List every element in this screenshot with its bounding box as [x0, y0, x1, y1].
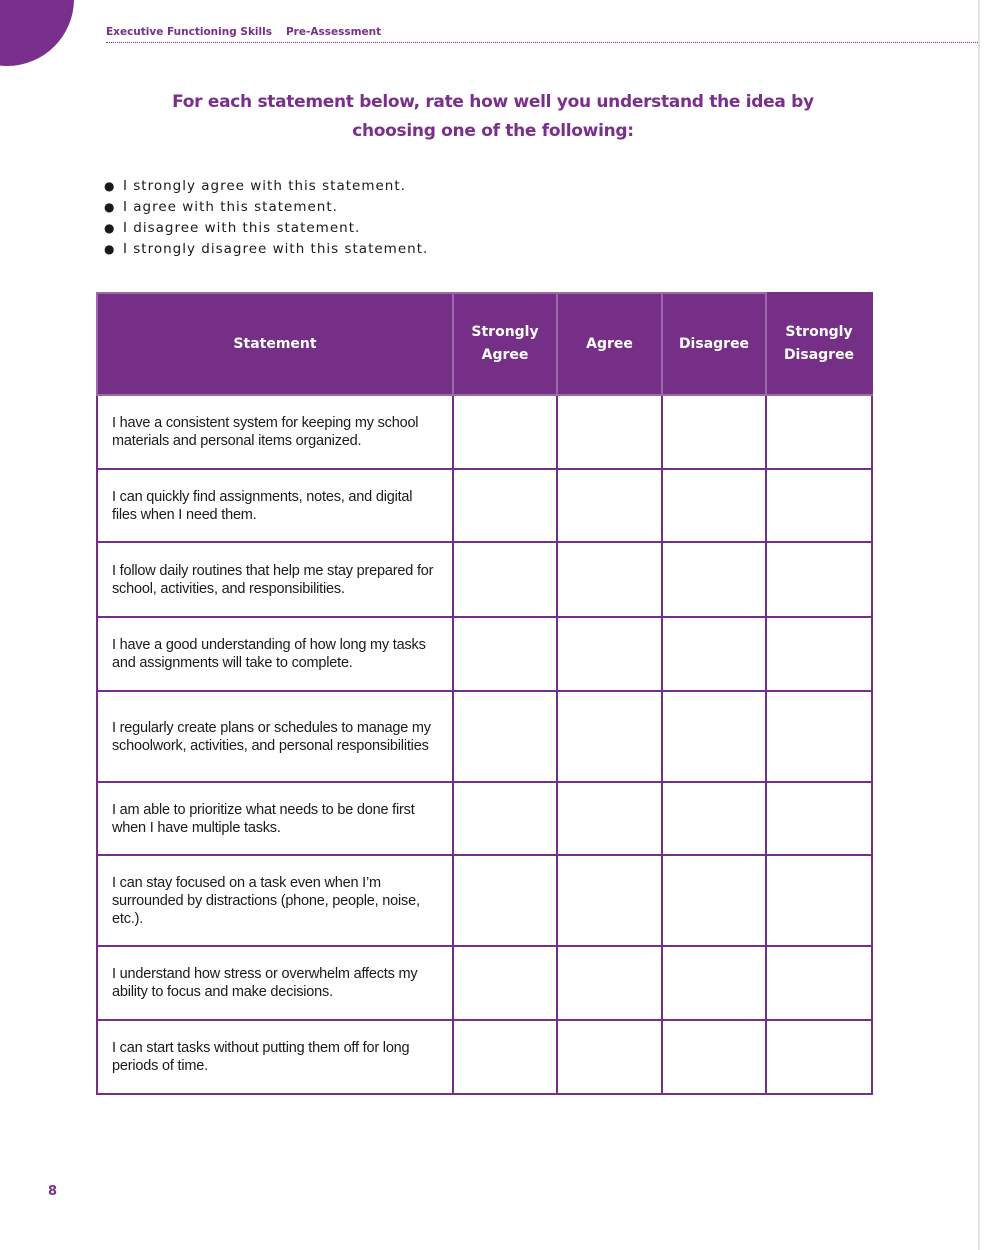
- disagree-cell[interactable]: [662, 855, 766, 946]
- instructions-heading: [150, 88, 836, 146]
- corner-decoration: [0, 0, 74, 66]
- statement-text: I regularly create plans or schedules to manage my schoolwork, activities, and personal responsibilities: [97, 691, 453, 782]
- header-strongly-disagree: Strongly Disagree: [766, 293, 872, 395]
- strongly-agree-cell[interactable]: [453, 617, 557, 691]
- statement-text: I can start tasks without putting them off for long periods of time.: [97, 1020, 453, 1094]
- strongly-disagree-cell[interactable]: [766, 782, 872, 855]
- agree-cell[interactable]: [557, 946, 662, 1020]
- agree-cell[interactable]: [557, 542, 662, 617]
- agree-cell[interactable]: [557, 395, 662, 469]
- strongly-disagree-cell[interactable]: [766, 469, 872, 542]
- page-number: 8: [48, 1184, 58, 1199]
- table-row: [97, 542, 872, 617]
- statement-text: I can stay focused on a task even when I’m surrounded by distractions (phone, people, noise, etc.).: [97, 855, 453, 946]
- header-strongly-agree: Strongly Agree: [453, 293, 557, 395]
- statement-text: I understand how stress or overwhelm affects my ability to focus and make decisions.: [97, 946, 453, 1020]
- table-row: [97, 617, 872, 691]
- statement-text: I am able to prioritize what needs to be done first when I have multiple tasks.: [97, 782, 453, 855]
- strongly-disagree-cell[interactable]: [766, 1020, 872, 1094]
- disagree-cell[interactable]: [662, 691, 766, 782]
- strongly-agree-cell[interactable]: [453, 855, 557, 946]
- bullet-icon: ●: [104, 221, 116, 235]
- option-strongly-disagree: [104, 239, 428, 260]
- strongly-agree-cell[interactable]: [453, 542, 557, 617]
- page-header: [106, 26, 978, 43]
- option-text: I disagree with this statement.: [123, 220, 361, 236]
- agree-cell[interactable]: [557, 855, 662, 946]
- table-row: [97, 469, 872, 542]
- strongly-agree-cell[interactable]: [453, 782, 557, 855]
- table-row: [97, 691, 872, 782]
- agree-cell[interactable]: [557, 1020, 662, 1094]
- option-text: I agree with this statement.: [123, 199, 338, 215]
- page-edge: [978, 0, 980, 1250]
- strongly-disagree-cell[interactable]: [766, 855, 872, 946]
- option-disagree: [104, 218, 428, 239]
- instructions-line-1: For each statement below, rate how well you understand the idea by: [172, 92, 814, 112]
- table-row: [97, 1020, 872, 1094]
- table-row: [97, 855, 872, 946]
- disagree-cell[interactable]: [662, 946, 766, 1020]
- strongly-agree-cell[interactable]: [453, 1020, 557, 1094]
- strongly-agree-cell[interactable]: [453, 946, 557, 1020]
- agree-cell[interactable]: [557, 469, 662, 542]
- statement-text: I follow daily routines that help me stay prepared for school, activities, and responsibilities.: [97, 542, 453, 617]
- agree-cell[interactable]: [557, 617, 662, 691]
- table-row: [97, 395, 872, 469]
- assessment-table: [96, 292, 873, 1095]
- agree-cell[interactable]: [557, 691, 662, 782]
- header-title: Executive Functioning Skills: [106, 26, 272, 38]
- instructions-line-2: choosing one of the following:: [352, 121, 634, 141]
- statement-text: I have a good understanding of how long my tasks and assignments will take to complete.: [97, 617, 453, 691]
- table-row: [97, 946, 872, 1020]
- disagree-cell[interactable]: [662, 469, 766, 542]
- bullet-icon: ●: [104, 179, 116, 193]
- bullet-icon: ●: [104, 242, 116, 256]
- strongly-disagree-cell[interactable]: [766, 691, 872, 782]
- statement-text: I have a consistent system for keeping my school materials and personal items organized.: [97, 395, 453, 469]
- header-statement: Statement: [97, 293, 453, 395]
- option-text: I strongly agree with this statement.: [123, 178, 406, 194]
- disagree-cell[interactable]: [662, 542, 766, 617]
- statement-text: I can quickly find assignments, notes, and digital files when I need them.: [97, 469, 453, 542]
- strongly-agree-cell[interactable]: [453, 691, 557, 782]
- strongly-disagree-cell[interactable]: [766, 542, 872, 617]
- header-disagree: Disagree: [662, 293, 766, 395]
- header-section: Pre-Assessment: [285, 26, 382, 38]
- header-agree: Agree: [557, 293, 662, 395]
- strongly-disagree-cell[interactable]: [766, 395, 872, 469]
- disagree-cell[interactable]: [662, 1020, 766, 1094]
- option-text: I strongly disagree with this statement.: [123, 241, 429, 257]
- bullet-icon: ●: [104, 200, 116, 214]
- disagree-cell[interactable]: [662, 617, 766, 691]
- disagree-cell[interactable]: [662, 782, 766, 855]
- option-agree: [104, 197, 428, 218]
- strongly-disagree-cell[interactable]: [766, 617, 872, 691]
- strongly-agree-cell[interactable]: [453, 395, 557, 469]
- table-row: [97, 782, 872, 855]
- table-header-row: [97, 293, 872, 395]
- strongly-agree-cell[interactable]: [453, 469, 557, 542]
- disagree-cell[interactable]: [662, 395, 766, 469]
- rating-options-list: [104, 176, 428, 260]
- agree-cell[interactable]: [557, 782, 662, 855]
- option-strongly-agree: [104, 176, 428, 197]
- strongly-disagree-cell[interactable]: [766, 946, 872, 1020]
